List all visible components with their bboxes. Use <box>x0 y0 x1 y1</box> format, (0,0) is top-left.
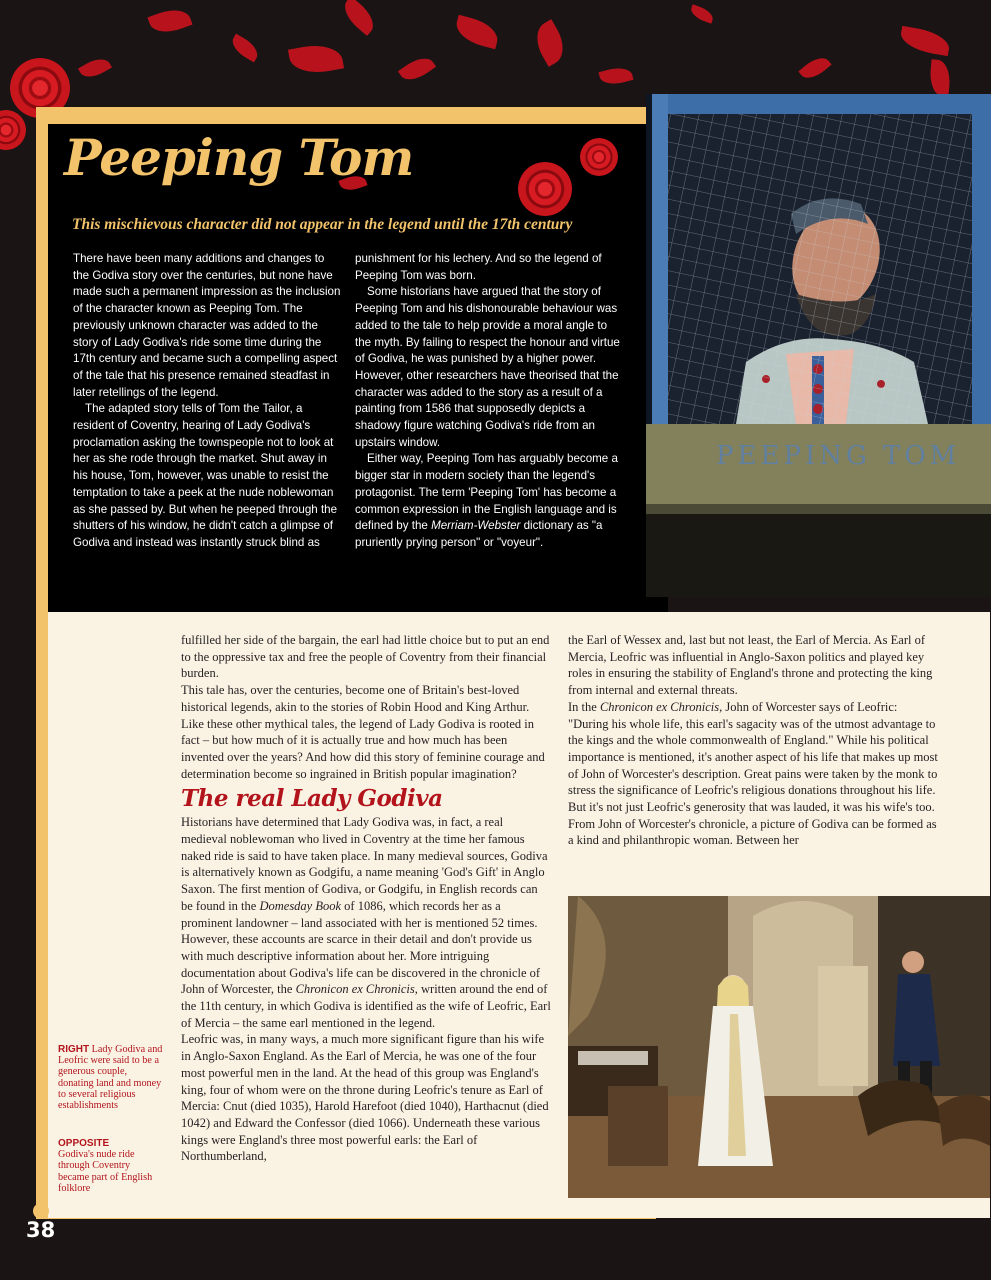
paragraph: Some historians have argued that the story of Peeping Tom and his dishonourable behaviour was added to the tale to help provide a moral angle to the myth. By failing to respect the honour and virtue of Godiva, he was punished by a higher power. However, other researchers have theorised that the character was added to the story as a result of a painting from 1586 that supposedly depicts a shadowy figure watching Godiva's ride from an upstairs window. <box>355 285 620 449</box>
rose-decoration <box>580 138 618 176</box>
photo-caption: RIGHT Lady Godiva and Leofric were said to be a generous couple, donating land and money to several religious establishments <box>58 1044 163 1112</box>
paragraph: the Earl of Wessex and, last but not least, the Earl of Mercia. As Earl of Mercia, Leofric was influential in Anglo-Saxon politics and played key roles in ensuring the stability of England's throne and protecting the king from internal and external threats. <box>568 633 933 698</box>
sign-text: PEEPING TOM <box>716 441 961 471</box>
godiva-painting-photo <box>568 896 990 1198</box>
boxout-subtitle: This mischievous character did not appear in the legend until the 17th century <box>72 216 573 233</box>
boxout-column-1 <box>73 251 343 552</box>
photo-caption: OPPOSITE Godiva's nude ride through Coventry became part of English folklore <box>58 1138 153 1194</box>
paragraph: punishment for his lechery. And so the legend of Peeping Tom was born. <box>355 252 602 282</box>
paragraph: The adapted story tells of Tom the Tailor, a resident of Coventry, hearing of Lady Godiva's proclamation asking the townspeople not to look at her as she rode through the market. Shut away in his house, Tom, however, was unable to resist the temptation to take a peek at the nude noblewoman as she passed by. But when he peeped through the shutters of his window, he didn't catch a glimpse of Godiva and instead was instantly struck blind as <box>73 402 338 549</box>
article-column-right <box>568 632 938 849</box>
caption-label: RIGHT <box>58 1044 90 1055</box>
rose-decoration <box>0 110 26 150</box>
paragraph: Leofric was, in many ways, a much more significant figure than his wife in Anglo-Saxon England. As the Earl of Mercia, he was one of the four most powerful men in the land. At the head of this group was England's king, four of whom were on the throne during Leofric's tenure as Earl of Mercia: Cnut (died 1035), Harold Harefoot (died 1040), Harthacnut (died 1042) and Edward the Confessor (died 1066). Underneath these various kings were England's three most powerful earls: the Earl of Northumberland, <box>181 1032 549 1164</box>
page-number: 38 <box>26 1218 56 1242</box>
paragraph: Historians have determined that Lady Godiva was, in fact, a real medieval noblewoman who lived in Coventry at the time her famous naked ride is said to have taken place. In many medieval sources, Godiva is alternatively known as Godgifu, a name meaning 'God's Gift' in Anglo Saxon. The first mention of Godiva, or Godgifu, in English records can be found in the Domesday Book of 1086, which records her as a prominent landowner – land associated with her is mentioned 52 times. However, these accounts are scarce in their detail and don't provide us with much descriptive information about her. More intriguing documentation about Godiva's life can be discovered in the chronicle of John of Worcester, the Chronicon ex Chronicis, written around the end of the 11th century, in which Godiva is identified as the wife of Leofric, Earl of Mercia – the same earl mentioned in the legend. <box>181 815 551 1030</box>
paragraph: In the Chronicon ex Chronicis, John of Worcester says of Leofric: "During his whole life, this earl's sagacity was of the utmost advantage to the kings and the whole commonwealth of England." While his political importance is mentioned, it's another aspect of his life that makes up most of John of Worcester's description. Great pains were taken by the monk to stress the significance of Leofric's religious donations throughout his life. But it's not just Leofric's generosity that was lauded, it was his wife's too. <box>568 699 938 815</box>
paragraph: There have been many additions and changes to the Godiva story over the centuries, but none have made such a permanent impression as the inclusion of the character known as Peeping Tom. The previously unknown character was added to the story of Lady Godiva's ride some time during the 17th century and became such a compelling aspect of the tale that his presence remained steadfast in later retellings of the legend. <box>73 252 341 399</box>
caption-label: OPPOSITE <box>58 1138 110 1149</box>
paragraph: This tale has, over the centuries, become one of Britain's best-loved historical legends, akin to the stories of Robin Hood and King Arthur. Like these other mythical tales, the legend of Lady Godiva is rooted in fact – but how much of it is actually true and how much has been invented over the years? And how did this story of feminine courage and determination become so ingrained in British popular imagination? <box>181 683 545 781</box>
boxout-column-2 <box>355 251 625 552</box>
section-heading: The real Lady Godiva <box>181 785 443 813</box>
boxout-title: Peeping Tom <box>64 128 414 187</box>
rose-decoration <box>518 162 572 216</box>
page-badge-icon <box>33 1203 49 1219</box>
paragraph: Either way, Peeping Tom has arguably become a bigger star in modern society than the legend's protagonist. The term 'Peeping Tom' has become a common expression in the English language and is defined by the Merriam-Webster dictionary as "a pruriently prying person" or "voyeur". <box>355 452 618 549</box>
peeping-tom-bust-photo <box>646 94 991 597</box>
article-column-left <box>181 632 551 1165</box>
paragraph: From John of Worcester's chronicle, a picture of Godiva can be formed as a kind and philanthropic woman. Between her <box>568 816 937 848</box>
paragraph: fulfilled her side of the bargain, the earl had little choice but to put an end to the oppressive tax and free the people of Coventry from their financial burden. <box>181 633 550 681</box>
